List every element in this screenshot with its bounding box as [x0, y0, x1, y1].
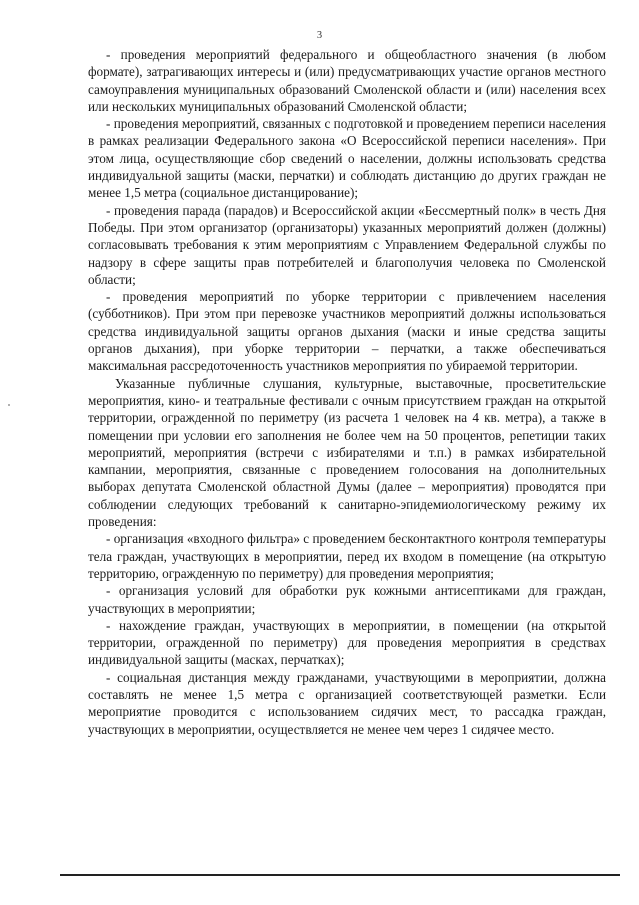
paragraph-federal-events: - проведения мероприятий федерального и общеобластного значения (в любом формате), затрагивающих интересы и (или) предусматривающих участие органов местного самоуправления муниципальных образований Смоленской области и (или) населения всех или нескольких муниципальных образований Смоленской области; — [88, 47, 606, 114]
paragraph-census: - проведения мероприятий, связанных с подготовкой и проведением переписи населения в рамках реализации Федерального закона «О Всероссийской переписи населения». При этом лица, осуществляющие сбор сведений о населении, должны использовать средства индивидуальной защиты (маски, перчатки) и соблюдать дистанцию до других граждан не менее 1,5 метра (социальное дистанцирование); — [88, 116, 606, 201]
document-body — [88, 46, 606, 738]
page-bottom-rule — [60, 874, 620, 876]
scan-speck — [8, 404, 10, 406]
paragraph-cleanup: - проведения мероприятий по уборке территории с привлечением населения (субботников). При этом при перевозке участников мероприятий должны использоваться средства индивидуальной защиты органов дыхания (маски и иные средства защиты органов дыхания), при уборке территории – перчатки, а также обеспечиваться максимальная рассредоточенность участников мероприятия по убираемой территории. — [88, 289, 606, 374]
page-number: 3 — [316, 30, 323, 41]
paragraph-victory-parade: - проведения парада (парадов) и Всероссийской акции «Бессмертный полк» в честь Дня Победы. При этом организатор (организаторы) указанных мероприятий должен (должны) согласовывать требования к этим мероприятиям с Управлением Федеральной службы по надзору в сфере защиты прав потребителей и благополучия человека по Смоленской области; — [88, 202, 606, 287]
paragraph-entry-filter: - организация «входного фильтра» с проведением бесконтактного контроля температуры тела граждан, участвующих в мероприятии, перед их входом в помещение (на открытую территорию, огражденную по периметру) для проведения мероприятия; — [88, 531, 606, 581]
paragraph-social-distance: - социальная дистанция между гражданами, участвующими в мероприятии, должна составлять не менее 1,5 метра с организацией соответствующей разметки. Если мероприятие проводится с использованием сидячих мест, то рассадка граждан, участвующих в мероприятии, осуществляется не менее чем через 1 сидячее место. — [88, 669, 606, 737]
paragraph-requirements-intro: Указанные публичные слушания, культурные, выставочные, просветительские мероприятия, кино- и театральные фестивали с очным присутствием граждан на открытой территории, огражденной по периметру (из расчета 1 человек на 4 кв. метра), а также в помещении при условии его заполнения не более чем на 50 процентов, репетиции таких мероприятий, мероприятия (встречи с избирателями и т.п.) в рамках избирательной кампании, мероприятия, связанные с проведением голосования на дополнительных выборах депутата Смоленской областной Думы (далее – мероприятия) проводятся при соблюдении следующих требований к санитарно-эпидемиологическому режиму их проведения: — [88, 375, 606, 530]
paragraph-ppe: - нахождение граждан, участвующих в мероприятии, в помещении (на открытой территории, огражденной по периметру) для проведения мероприятия в средствах индивидуальной защиты (масках, перчатках); — [88, 617, 606, 668]
paragraph-hand-sanitizer: - организация условий для обработки рук кожными антисептиками для граждан, участвующих в мероприятии; — [88, 583, 606, 616]
